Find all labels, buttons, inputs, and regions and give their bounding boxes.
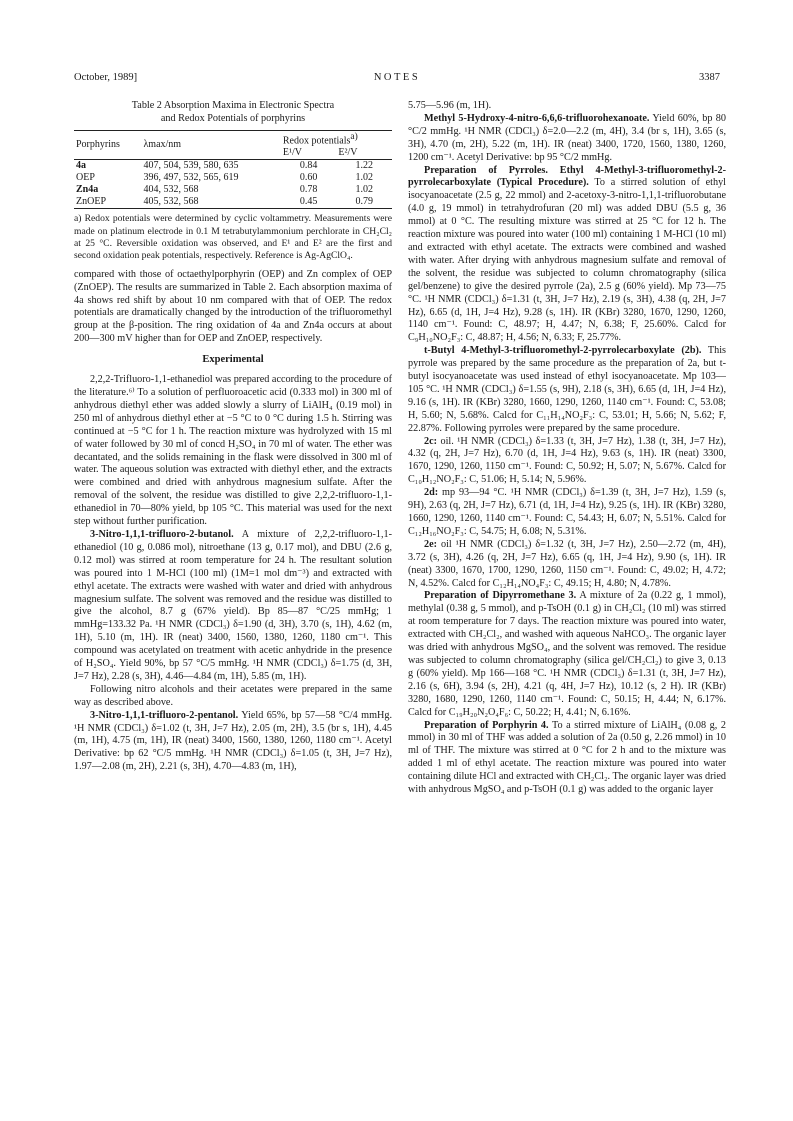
section-heading: Experimental [202, 354, 264, 366]
row-name: 4a [74, 160, 141, 173]
table-footnote: a) Redox potentials were determined by cyclic voltammetry. Measurements were made on platinum electrode in 0.1 M tetrabutylammonium perchlorate in CH₂Cl₂ at 25 °C. Reversible oxidation was observed, and E¹ and E² are the first and second oxidation peak potentials, respectively. Reference is Ag-AgClO₄. [74, 213, 392, 262]
running-header [74, 72, 720, 86]
paragraph-hexanoate: Methyl 5-Hydroxy-4-nitro-6,6,6-trifluorohexanoate. Yield 60%, bp 80 °C/2 mmHg. ¹H NMR (CDCl₃) δ=2.0—2.2 (m, 4H), 3.4 (br s, 1H), 3.65 (s, 3H), 4.70 (m, 2H), 5.22 (m, 1H). IR (neat) 3400, 1720, 1560, 1380, 1260, 1200 cm⁻¹. Acetyl Derivative: bp 95 °C/2 mmHg. [408, 112, 726, 163]
paragraph-pyrroles: Preparation of Pyrroles. Ethyl 4-Methyl-3-trifluoromethyl-2-pyrrolecarboxylate (Typical Procedure). To a stirred solution of ethyl isocyanoacetate (2.5 g, 22 mmol) and 2-acetoxy-3-nitro-1,1,1-trifluorobutane (4.0 g, 19 mmol) in tetrahydrofuran (20 ml) was added DBU (5.5 g, 36 mmol) at 0 °C. The resulting mixture was stirred at 25 °C for 12 h. The reaction mixture was poured into water (100 ml) containing 1 M-HCl (10 ml) and extracted with ethyl acetate. The extracts were combined and washed with water. After drying with anhydrous magnesium sulfate and removal of the solvent, the residue was subjected to column chromatography (silica gel/benzene) to give the desired pyrrole (2a), 2.5 g (60% yield). Mp 73—75 °C. ¹H NMR (CDCl₃) δ=1.31 (t, 3H, J=7 Hz), 2.19 (s, 3H), 4.38 (q, 2H, J=7 Hz), 6.65 (d, 1H, J=4 Hz), 9.28 (s, 1H). IR (KBr) 3280, 1670, 1290, 1260, 1140 cm⁻¹. Found: C, 48.97; H, 4.47; N, 6.38; F, 25.60%. Calcd for C₉H₁₀NO₂F₃: C, 48.87; H, 4.56; N, 6.33; F, 25.77%. [408, 164, 726, 344]
row-name: Zn4a [76, 184, 99, 196]
paragraph-2b: t-Butyl 4-Methyl-3-trifluoromethyl-2-pyrrolecarboxylate (2b). This pyrrole was prepared by the same procedure as the preparation of 2a, but t-butyl isocyanoacetate was used instead of ethyl isocyanoacetate. Mp 103—105 °C. ¹H NMR (CDCl₃) δ=1.55 (s, 9H), 2.18 (s, 3H), 6.65 (d, 1H, J=4 Hz), 9.16 (s, 1H). IR (KBr) 3280, 1660, 1290, 1260, 1140 cm⁻¹. Found: C, 53.08; H, 5.60; N, 5.68%. Calcd for C₁₁H₁₄NO₂F₃: C, 53.01; H, 5.66; N, 5.62; F, 22.87%. Following pyrroles were prepared by the same procedure. [408, 345, 727, 434]
col-header-e1: E¹/V [282, 147, 302, 159]
table-caption-line2: and Redox Potentials of porphyrins [160, 112, 306, 124]
paragraph-continuation: 5.75—5.96 (m, 1H). [408, 100, 492, 111]
row-name: OEP [76, 172, 95, 184]
paragraph-porphyrin: Preparation of Porphyrin 4. To a stirred mixture of LiAlH₄ (0.08 g, 2 mmol) in 30 ml of THF was added a solution of 2a (0.50 g, 2.26 mmol) in 10 ml of THF. The mixture was stirred at 0 °C for 2 h and to the mixture was added 1 ml of ethyl acetate. The reaction mixture was poured into water containing dilute HCl and extracted with CH₂Cl₂. The organic layer was dried with anhydrous MgSO₄ and p-TsOH (0.1 g) was added to the organic layer [408, 719, 726, 796]
col-header-redox: Redox potentials$^{a)}$ [281, 130, 392, 147]
row-e2: 1.02 [355, 172, 373, 184]
table-caption [74, 100, 392, 126]
table-row [74, 184, 392, 196]
paragraph-nitropentanol: 3-Nitro-1,1,1-trifluoro-2-pentanol. Yield 65%, bp 57—58 °C/4 mmHg. ¹H NMR (CDCl₃) δ=1.02 (t, 3H, J=7 Hz), 2.05 (m, 2H), 3.5 (br s, 1H), 4.45 (m, 1H), 4.75 (m, 1H), IR (neat) 3400, 1560, 1380, 1260, 1180 cm⁻¹. Acetyl Derivative: bp 62 °C/5 mmHg. ¹H NMR (CDCl₃) δ=1.05 (t, 3H, J=7 Hz), 1.97—2.08 (m, 2H), 2.21 (s, 3H), 4.70—4.83 (m, 1H), [74, 709, 392, 773]
paragraph-nitrobutanol: 3-Nitro-1,1,1-trifluoro-2-butanol. A mixture of 2,2,2-trifluoro-1,1-ethanediol (10 g, 0.086 mol), nitroethane (13 g, 0.17 mol), and DBU (2.6 g, 0.12 mol) was stirred at room temperature for 24 h. The resultant solution was poured into 1 M-HCl (100 ml) (1M=1 mol dm⁻³) and extracted with ethyl acetate. The extracts were washed with water and dried with anhydrous magnesium sulfate. The solvent was removed and the residue was distilled to give the alcohol, 8.7 g (67% yield). Bp 85—87 °C/25 mmHg; 1 mmHg=133.32 Pa. ¹H NMR (CDCl₃) δ=1.90 (d, 3H), 3.70 (s, 1H), 4.62 (m, 1H), 5.10 (m, 1H). IR (neat) 3400, 1560, 1380, 1260, 1180 cm⁻¹. This compound was acetylated on treatment with acetic anhydride in the presence of H₂SO₄. Yield 90%, bp 57 °C/5 mmHg. ¹H NMR (CDCl₃) δ=1.75 (d, 3H, J=7 Hz), 2.28 (s, 3H), 4.46—4.84 (m, 1H), 5.85 (m, 1H). [74, 528, 392, 682]
row-lambda: 405, 532, 568 [141, 196, 280, 209]
table-row [74, 160, 392, 173]
page-number: 3387 [699, 72, 720, 83]
col-header-e2: E²/V [338, 147, 358, 159]
row-e1: 0.78 [299, 184, 318, 196]
row-e1: 0.60 [299, 172, 318, 184]
row-e1: 0.45 [281, 196, 337, 209]
paragraph-trifluoroethanediol: 2,2,2-Trifluoro-1,1-ethanediol was prepared according to the procedure of the literature.⁶⁾ To a solution of perfluoroacetic acid (0.333 mol) in 300 ml of anhydrous diethyl ether was added slowly a slurry of LiAlH₄ (0.19 mol) in 250 ml of anhydrous diethyl ether at −5 °C to 0 °C during 1.5 h. Stirring was continued at −5 °C for 1 h. The reaction mixture was hydrolyzed with 15 ml of water followed by 30 ml of concd H₂SO₄ in 70 ml of water. The ether was decantated, and the solids remaining in the flask were dissolved in 300 ml of water. The aqueous solution was extracted with diethyl ether, and the extracts were combined and dried with anhydrous magnesium sulfate. After the removal of the solvent, the residue was distilled to give 2,2,2-trifluoro-1,1-ethanediol in 70—80% yield, bp 105 °C. This material was used for the next step without further purification. [74, 374, 392, 528]
header-section: NOTES [373, 72, 421, 83]
col-header-lambda: λmax/nm [141, 130, 280, 159]
table-row [74, 196, 392, 209]
intro-paragraph: compared with those of octaethylporphyrin (OEP) and Zn complex of OEP (ZnOEP). The results are summarized in Table 2. Each absorption maxima of 4a shows red shift by about 10 nm compared with that of OEP. The redox potentials are dramatically changed by the introduction of the trifluoromethyl group at the β-position. The ring oxidation of 4a and Zn4a occurs at about 200—300 mV higher than for OEP and ZnOEP, respectively. [74, 268, 392, 345]
row-e2: 1.02 [355, 184, 373, 196]
table-caption-line1: Table 2 Absorption Maxima in Electronic Spectra [131, 100, 335, 111]
left-column [74, 100, 392, 774]
row-lambda: 396, 497, 532, 565, 619 [143, 172, 239, 184]
header-date: October, 1989] [74, 72, 138, 83]
paragraph-following: Following nitro alcohols and their acetates were prepared in the same way as described above. [74, 683, 392, 708]
paragraph-2d: 2d: mp 93—94 °C. ¹H NMR (CDCl₃) δ=1.39 (t, 3H, J=7 Hz), 1.59 (s, 9H), 2.63 (q, 2H, J=7 Hz), 6.71 (d, 1H, J=4 Hz), 9.25 (s, 1H). IR (KBr) 3280, 1660, 1290, 1260, 1140 cm⁻¹. Found: C, 54.43; H, 6.07; N, 5.51%. Calcd for C₁₂H₁₆NO₂F₃: C, 54.75; H, 6.08; N, 5.31%. [408, 487, 726, 537]
row-lambda: 404, 532, 568 [143, 184, 199, 196]
paragraph-2c: 2c: oil. ¹H NMR (CDCl₃) δ=1.33 (t, 3H, J=7 Hz), 1.38 (t, 3H, J=7 Hz), 4.32 (q, 2H, J=7 Hz), 6.70 (d, 1H, J=4 Hz), 9.63 (s, 1H). IR (neat) 3300, 1670, 1290, 1260, 1150 cm⁻¹. Found: C, 50.92; H, 5.07; N, 5.67%. Calcd for C₁₀H₁₂NO₂F₃: C, 51.06; H, 5.14; N, 5.96%. [408, 435, 726, 486]
paragraph-2e: 2e: oil ¹H NMR (CDCl₃) δ=1.32 (t, 3H, J=7 Hz), 2.50—2.72 (m, 4H), 3.72 (s, 3H), 4.26 (q, 2H, J=7 Hz), 6.65 (q, 1H, J=4 Hz), 9.90 (s, 1H). IR (neat) 3300, 1670, 1700, 1290, 1260, 1150 cm⁻¹. Found: C, 49.02; H, 4.72; N, 4.52%. Calcd for C₁₂H₁₄NO₄F₃: C, 49.15; H, 4.80; N, 4.78%. [408, 538, 726, 589]
row-e1: 0.84 [281, 160, 337, 173]
table-row [74, 172, 392, 184]
absorption-table [74, 130, 392, 209]
col-header-porphyrins: Porphyrins [74, 130, 141, 159]
row-name: ZnOEP [74, 196, 141, 209]
right-column [408, 100, 726, 797]
row-e2: 1.22 [336, 160, 392, 173]
paragraph-dipyrromethane: Preparation of Dipyrromethane 3. A mixture of 2a (0.22 g, 1 mmol), methylal (0.38 g, 5 mmol), and p-TsOH (0.1 g) in CH₂Cl₂ (10 ml) was stirred at room temperature for 7 days. The reaction mixture was poured into water, extracted with CH₂Cl₂, and washed with aqueous NaHCO₃. The organic layer was dried with anhydrous MgSO₄, and the solvent was removed. The residue was subjected to column chromatography (silica gel/CH₂Cl₂) to give 3, 0.13 g (60% yield). Mp 166—168 °C. ¹H NMR (CDCl₃) δ=1.31 (t, 3H, J=7 Hz), 2.16 (s, 6H), 3.94 (s, 2H), 4.21 (q, 4H, J=7 Hz), 10.12 (s, 2 H). IR (KBr) 3280, 1680, 1290, 1260, 1140 cm⁻¹. Found: C, 50.15; H, 4.44; N, 6.17%. Calcd for C₁₉H₂₀N₂O₄F₆: C, 50.22; H, 4.41; N, 6.16%. [408, 590, 726, 718]
row-lambda: 407, 504, 539, 580, 635 [141, 160, 280, 173]
row-e2: 0.79 [336, 196, 392, 209]
